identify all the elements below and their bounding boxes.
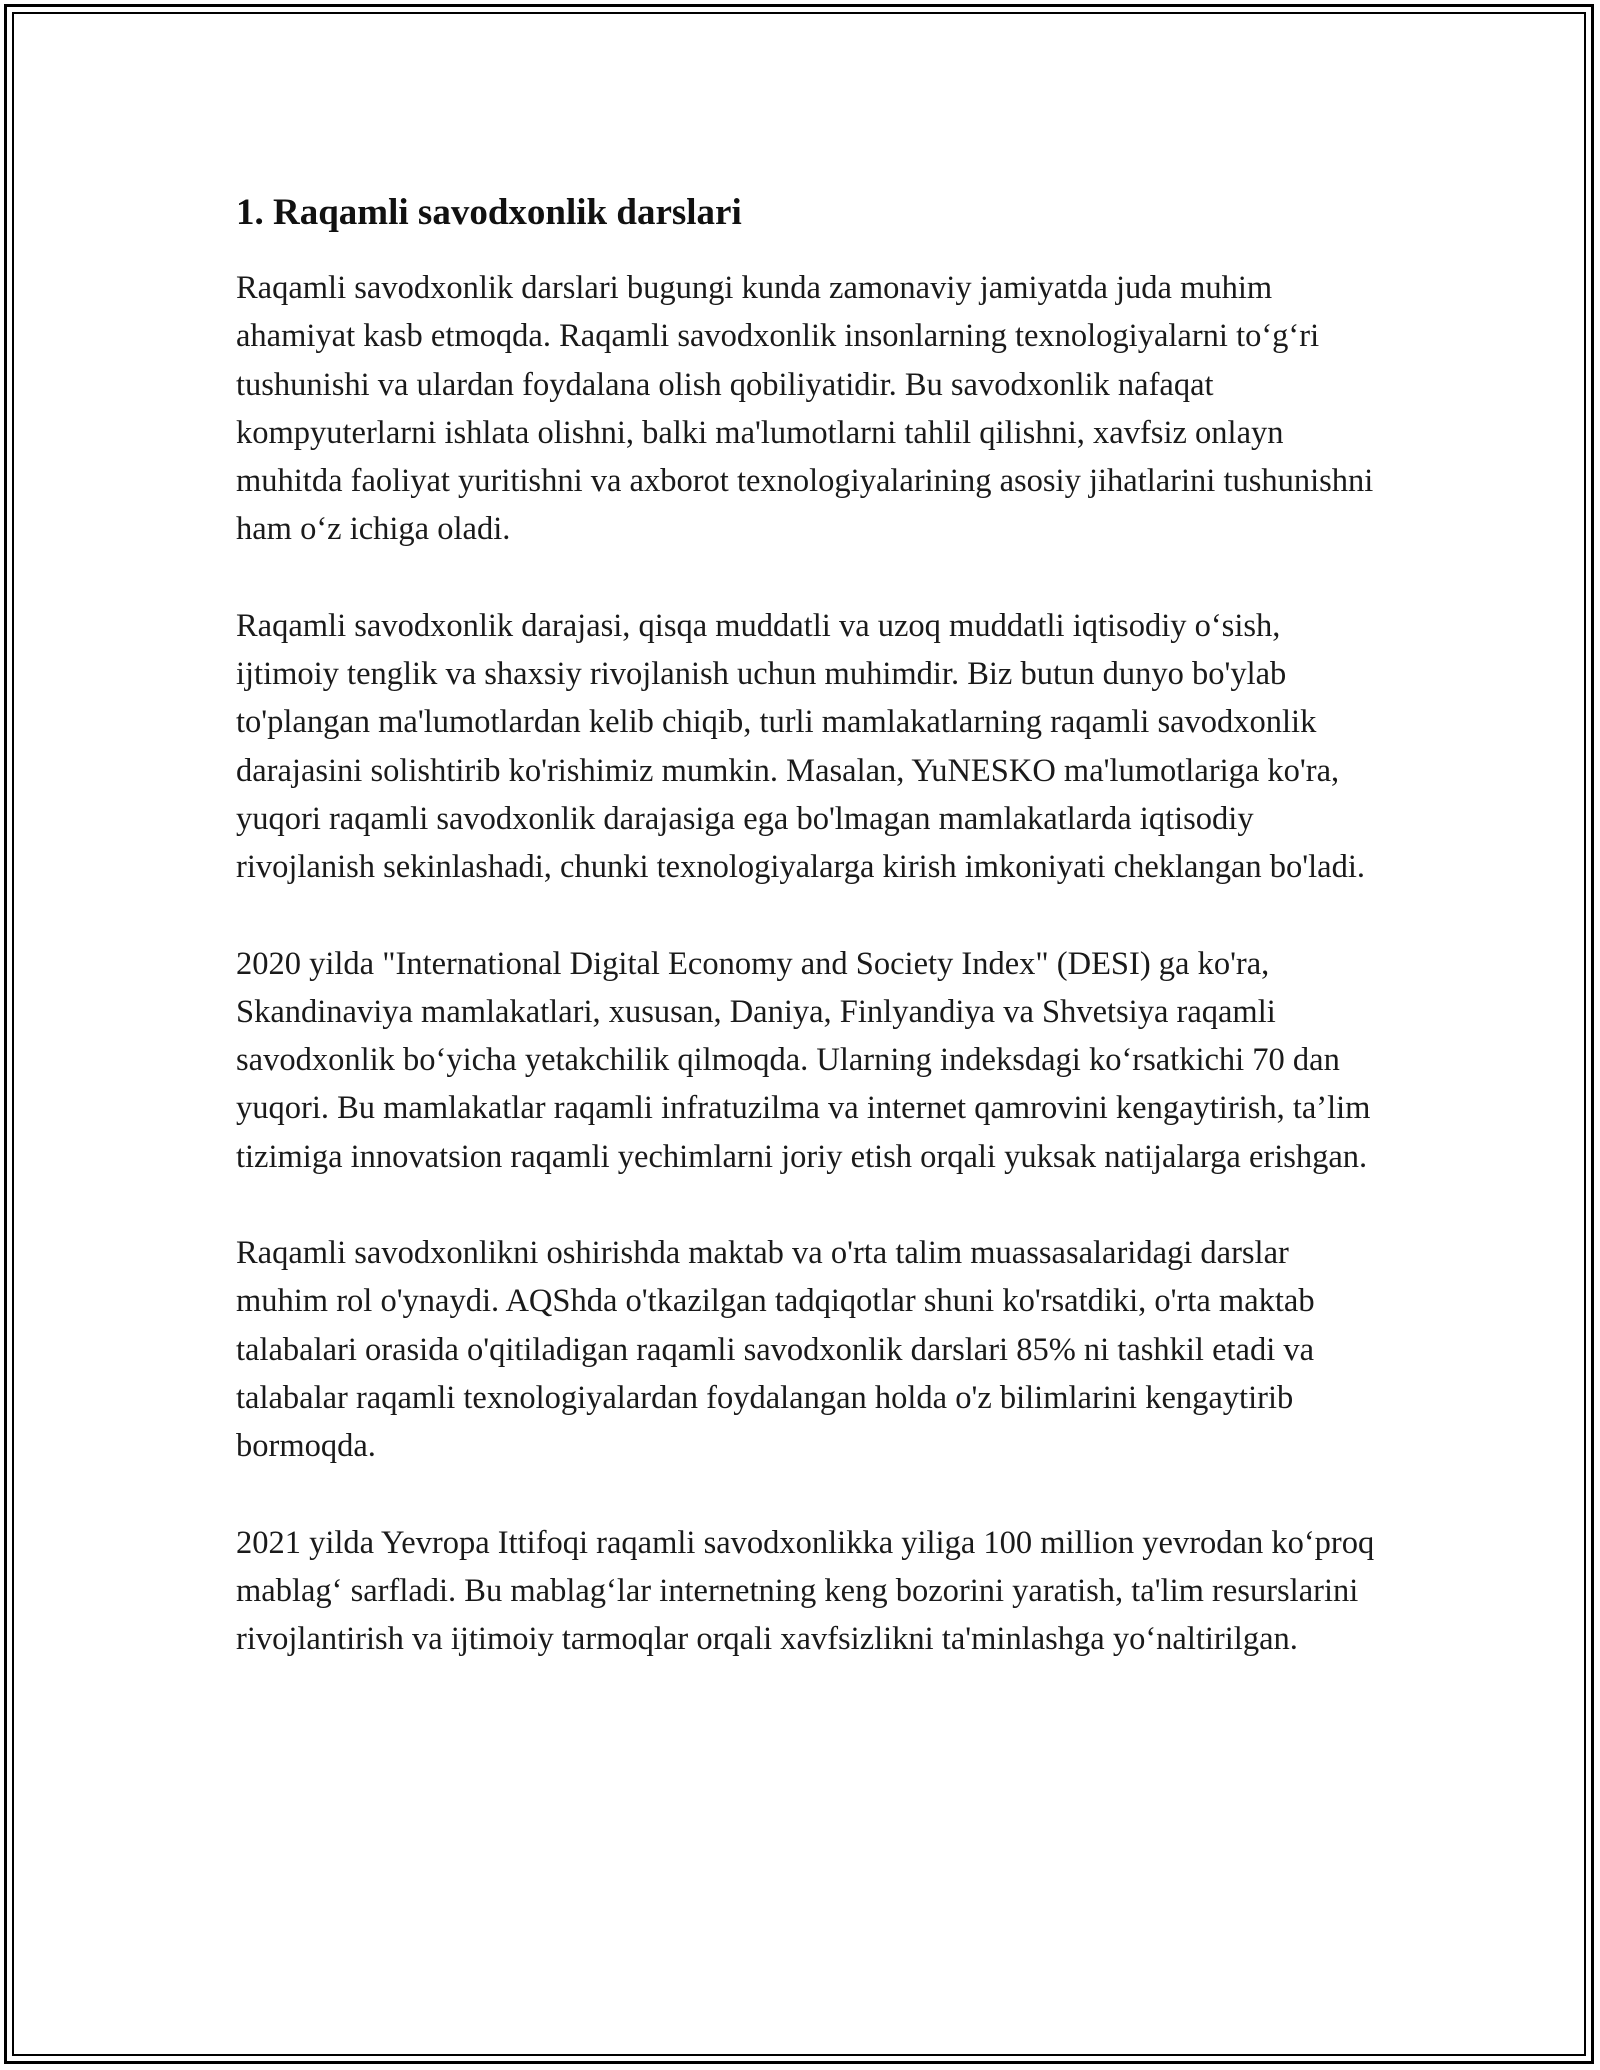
paragraph-5: 2021 yilda Yevropa Ittifoqi raqamli savodxonlikka yiliga 100 million yevrodan ko‘proq mablag‘ sarfladi. Bu mablag‘lar internetning keng bozorini yaratish, ta'lim resurslarini rivojlantirish va ijtimoiy tarmoqlar orqali xavfsizlikni ta'minlashga yo‘naltirilgan. bbox=[236, 1524, 1375, 1658]
section-heading: 1. Raqamli savodxonlik darslari bbox=[236, 192, 742, 233]
paragraph-1: Raqamli savodxonlik darslari bugungi kunda zamonaviy jamiyatda juda muhim ahamiyat kasb etmoqda. Raqamli savodxonlik insonlarning texnologiyalarni to‘g‘ri tushunishi va ulardan foydalana olish qobiliyatidir. Bu savodxonlik nafaqat kompyuterlarni ishlata olishni, balki ma'lumotlarni tahlil qilishni, xavfsiz onlayn muhitda faoliyat yuritishni va axborot texnologiyalarining asosiy jihatlarini tushunishni ham o‘z ichiga oladi. bbox=[236, 270, 1374, 548]
paragraph-2: Raqamli savodxonlik darajasi, qisqa muddatli va uzoq muddatli iqtisodiy o‘sish, ijtimoiy tenglik va shaxsiy rivojlanish uchun muhimdir. Biz butun dunyo bo'ylab to'plangan ma'lumotlardan kelib chiqib, turli mamlakatlarning raqamli savodxonlik darajasini solishtirib ko'rishimiz mumkin. Masalan, YuNESKO ma'lumotlariga ko'ra, yuqori raqamli savodxonlik darajasiga ega bo'lmagan mamlakatlarda iqtisodiy rivojlanish sekinlashadi, chunki texnologiyalarga kirish imkoniyati cheklangan bo'ladi. bbox=[236, 607, 1365, 886]
document-body bbox=[236, 186, 1376, 1711]
paragraph-4: Raqamli savodxonlikni oshirishda maktab va o'rta talim muassasalaridagi darslar muhim rol o'ynaydi. AQShda o'tkazilgan tadqiqotlar shuni ko'rsatdiki, o'rta maktab talabalari orasida o'qitiladigan raqamli savodxonlik darslari 85% ni tashkil etadi va talabalar raqamli texnologiyalardan foydalangan holda o'z bilimlarini kengaytirib bormoqda. bbox=[236, 1235, 1315, 1465]
paragraph-3: 2020 yilda "International Digital Economy and Society Index" (DESI) ga ko'ra, Skandinaviya mamlakatlari, xususan, Daniya, Finlyandiya va Shvetsiya raqamli savodxonlik bo‘yicha yetakchilik qilmoqda. Ularning indeksdagi ko‘rsatkichi 70 dan yuqori. Bu mamlakatlar raqamli infratuzilma va internet qamrovini kengaytirish, ta’lim tizimiga innovatsion raqamli yechimlarni joriy etish orqali yuksak natijalarga erishgan. bbox=[236, 945, 1371, 1175]
